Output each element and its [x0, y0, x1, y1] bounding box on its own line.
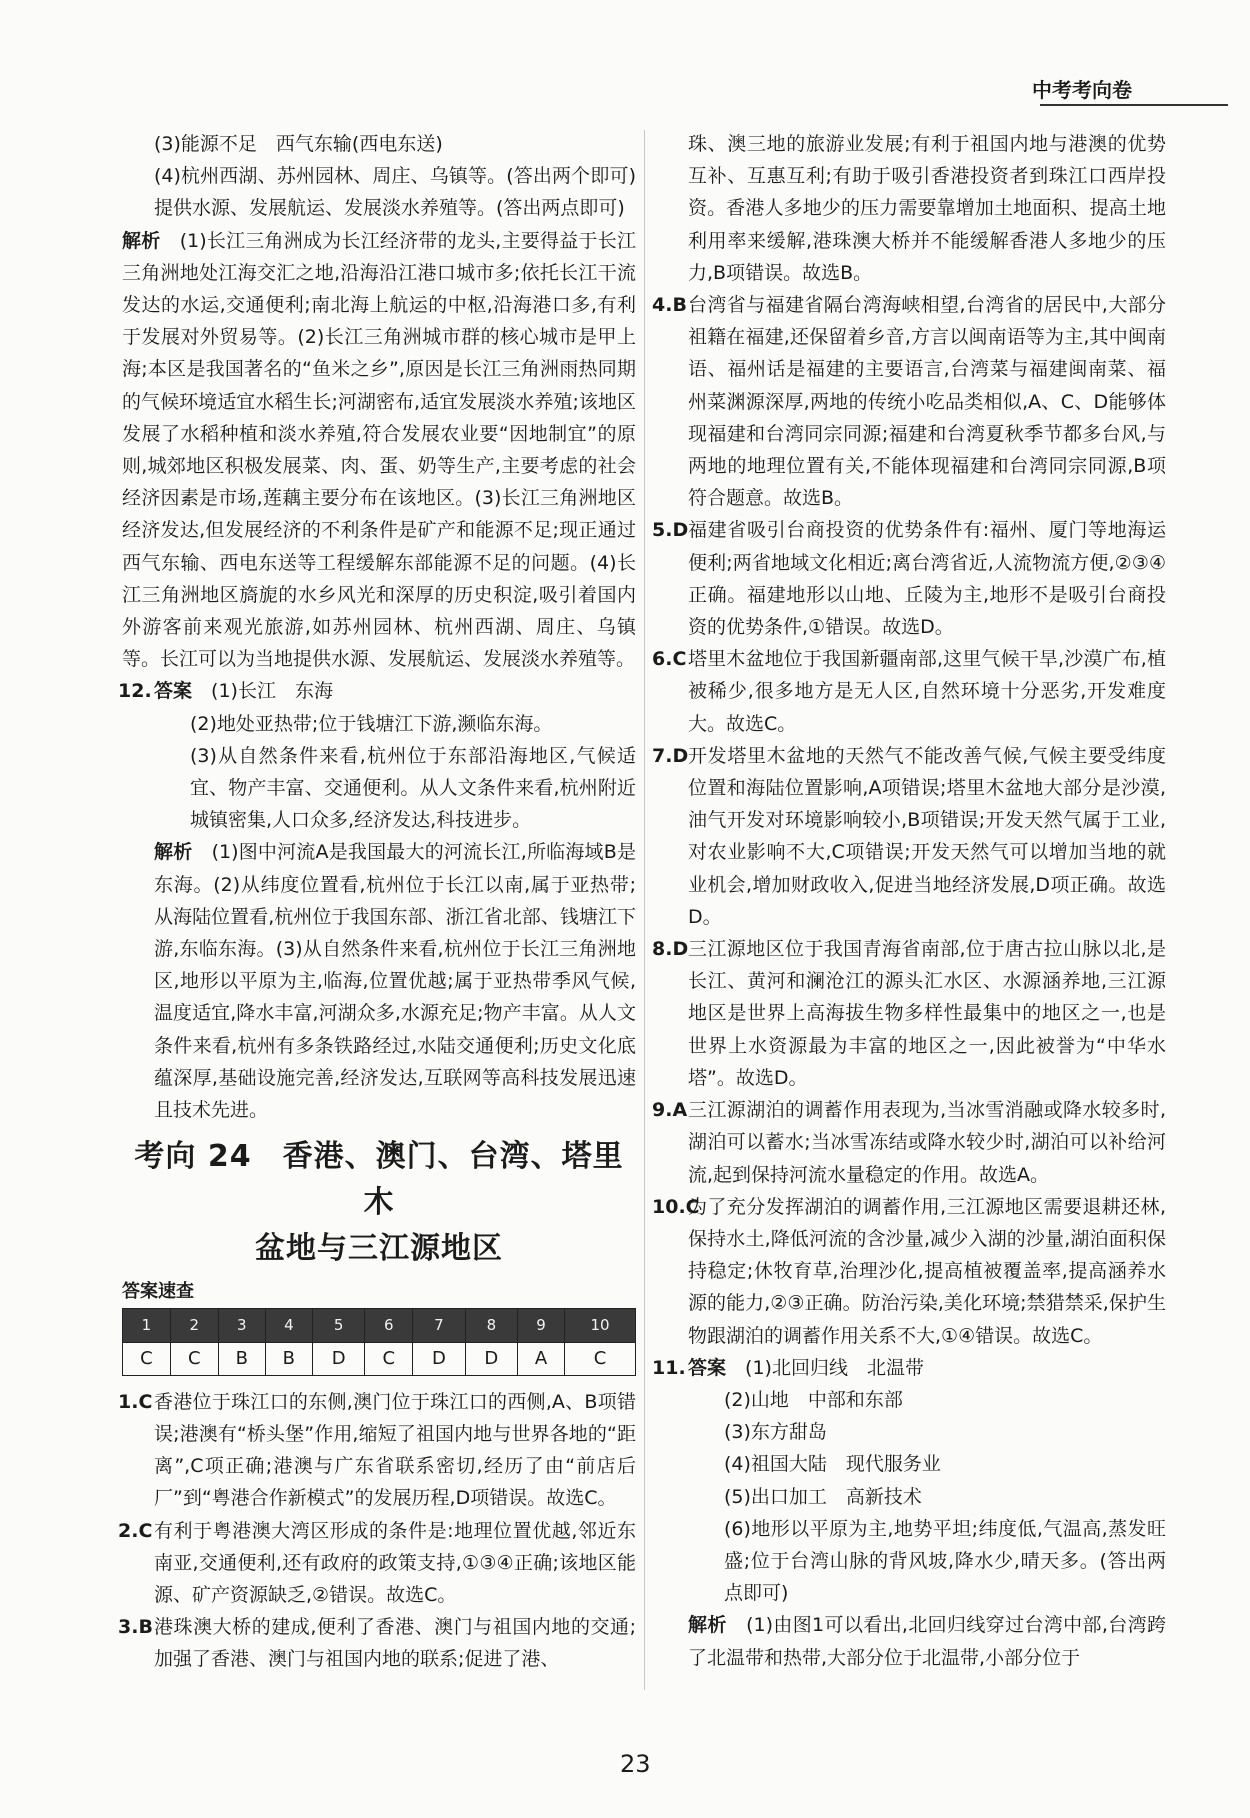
section-title-line-2: 盆地与三江源地区	[255, 1231, 503, 1267]
analysis-label: 解析	[122, 229, 161, 252]
table-cell: C	[565, 1342, 636, 1375]
answer-line: (5)出口加工 高新技术	[724, 1485, 922, 1508]
analysis-label: 解析	[154, 841, 193, 864]
answer-label: 答案	[154, 680, 193, 703]
prev-answer-3: (3)能源不足 西气东输(西电东送)	[154, 133, 443, 155]
page-number: 23	[620, 1750, 651, 1778]
question-number: 6.C	[652, 648, 687, 671]
question-6	[652, 643, 1166, 740]
q12-analysis	[122, 836, 636, 1126]
answer-line: (6)地形以平原为主,地势平坦;纬度低,气温高,蒸发旺盛;位于台湾山脉的背风坡,降水少,晴天多。(答出两点即可)	[724, 1517, 1166, 1605]
table-cell: 10	[565, 1309, 636, 1342]
answer-line: (2)地处亚热带;位于钱塘江下游,濒临东海。	[190, 712, 553, 735]
answer-line: (4)祖国大陆 现代服务业	[724, 1453, 941, 1476]
analysis-label: 解析	[688, 1614, 727, 1637]
table-cell: 3	[218, 1309, 265, 1342]
table-cell: C	[365, 1342, 413, 1375]
table-cell: D	[312, 1342, 364, 1375]
question-number: 5.D	[652, 519, 689, 542]
table-cell: 9	[518, 1309, 565, 1342]
question-text: 三江源湖泊的调蓄作用表现为,当冰雪消融或降水较多时,湖泊可以蓄水;当冰雪冻结或降水较少时,湖泊可以补给河流,起到保持河流水量稳定的作用。故选A。	[688, 1099, 1166, 1186]
table-cell: 7	[413, 1309, 465, 1342]
answer-line: (2)山地 中部和东部	[724, 1388, 903, 1411]
question-number: 1.C	[118, 1390, 153, 1413]
question-number: 11.	[652, 1356, 686, 1379]
right-column	[652, 128, 1166, 1674]
question-7	[652, 740, 1166, 933]
question-text: 为了充分发挥湖泊的调蓄作用,三江源地区需要退耕还林,保持水土,降低河流的含沙量,减少入湖的沙量,湖泊面积保持稳定;休牧育草,治理沙化,提高植被覆盖率,提高涵养水源的能力,②③正确。防治污染,美化环境;禁猎禁采,保护生物跟湖泊的调蓄作用关系不大,①④错误。故选C。	[688, 1195, 1166, 1347]
question-11	[652, 1352, 1166, 1384]
analysis-text: (1)长江三角洲成为长江经济带的龙头,主要得益于长江三角洲地处江海交汇之地,沿海沿江港口城市多;依托长江干流发达的水运,交通便利;南北海上航运的中枢,沿海港口多,有利于发展对外贸易等。(2)长江三角洲城市群的核心城市是甲上海;本区是我国著名的“鱼米之乡”,原因是长江三角洲雨热同期的气候环境适宜水稻生长;河湖密布,适宜发展淡水养殖;该地区发展了水稻种植和淡水养殖,符合发展农业要“因地制宜”的原则,城郊地区积极发展菜、肉、蛋、奶等生产,主要考虑的社会经济因素是市场,莲藕主要分布在该地区。(3)长江三角洲地区经济发达,但发展经济的不利条件是矿产和能源不足;现正通过西气东输、西电东送等工程缓解东部能源不足的问题。(4)长江三角洲地区旖旎的水乡风光和深厚的历史积淀,吸引着国内外游客前来观光旅游,如苏州园林、杭州西湖、周庄、乌镇等。长江可以为当地提供水源、发展航运、发展淡水养殖等。	[122, 229, 636, 671]
answer-line: (3)从自然条件来看,杭州位于东部沿海地区,气候适宜、物产丰富、交通便利。从人文条件来看,杭州附近城镇密集,人口众多,经济发达,科技进步。	[190, 744, 636, 832]
table-cell: D	[465, 1342, 517, 1375]
prev-analysis	[122, 225, 636, 676]
answer-line: (3)东方甜岛	[724, 1421, 827, 1444]
table-cell: C	[170, 1342, 218, 1375]
speed-check-title: 答案速查	[122, 1281, 194, 1303]
question-number: 3.B	[118, 1616, 153, 1639]
analysis-text: (1)由图1可以看出,北回归线穿过台湾中部,台湾跨了北温带和热带,大部分位于北温带,小部分位于	[688, 1614, 1166, 1669]
question-text: 福建省吸引台商投资的优势条件有:福州、厦门等地海运便利;两省地域文化相近;离台湾省近,人流物流方便,②③④正确。福建地形以山地、丘陵为主,地形不是吸引台商投资的优势条件,①错误。故选D。	[688, 519, 1166, 639]
question-text: 有利于粤港澳大湾区形成的条件是:地理位置优越,邻近东南亚,交通便利,还有政府的政策支持,①③④正确;该地区能源、矿产资源缺乏,②错误。故选C。	[154, 1519, 636, 1606]
table-cell: 6	[365, 1309, 413, 1342]
section-title-line-1: 考向 24 香港、澳门、台湾、塔里木	[134, 1139, 624, 1221]
column-divider	[644, 130, 645, 1690]
q11-analysis	[656, 1609, 1166, 1673]
question-9	[652, 1094, 1166, 1191]
table-cell: B	[218, 1342, 265, 1375]
question-3-continued: 珠、澳三地的旅游业发展;有利于祖国内地与港澳的优势互补、互惠互利;有助于吸引香港投资者到珠江口西岸投资。香港人多地少的压力需要靠增加土地面积、提高土地利用率来缓解,港珠澳大桥并不能缓解香港人多地少的压力,B项错误。故选B。	[688, 133, 1166, 284]
table-cell: C	[123, 1342, 171, 1375]
question-4	[652, 289, 1166, 514]
question-number: 12.	[118, 680, 152, 703]
table-cell: A	[518, 1342, 565, 1375]
question-12	[118, 675, 636, 707]
question-number: 4.B	[652, 294, 687, 317]
question-5	[652, 514, 1166, 643]
prev-answer-4: (4)杭州西湖、苏州园林、周庄、乌镇等。(答出两个即可)提供水源、发展航运、发展淡水养殖等。(答出两点即可)	[154, 165, 636, 220]
question-3	[118, 1611, 636, 1675]
table-cell: 5	[312, 1309, 364, 1342]
question-number: 10.C	[652, 1195, 700, 1218]
question-number: 7.D	[652, 744, 689, 767]
table-cell: 2	[170, 1309, 218, 1342]
answer-table-answers	[123, 1342, 636, 1375]
question-10	[652, 1191, 1166, 1352]
question-text: 塔里木盆地位于我国新疆南部,这里气候干旱,沙漠广布,植被稀少,很多地方是无人区,自然环境十分恶劣,开发难度大。故选C。	[688, 648, 1166, 735]
question-2	[118, 1515, 636, 1612]
question-text: 三江源地区位于我国青海省南部,位于唐古拉山脉以北,是长江、黄河和澜沧江的源头汇水区、水源涵养地,三江源地区是世界上高海拔生物多样性最集中的地区之一,也是世界上水资源最为丰富的地区之一,因此被誉为“中华水塔”。故选D。	[688, 938, 1166, 1089]
question-number: 9.A	[652, 1099, 688, 1122]
header-rule	[1040, 104, 1228, 106]
section-title	[122, 1134, 636, 1272]
header-title: 中考考向卷	[1032, 78, 1132, 102]
question-text: 香港位于珠江口的东侧,澳门位于珠江口的西侧,A、B项错误;港澳有“桥头堡”作用,缩短了祖国内地与世界各地的“距离”,C项正确;港澳与广东省联系密切,经历了由“前店后厂”到“粤港合作新模式”的发展历程,D项错误。故选C。	[154, 1390, 636, 1510]
question-text: 开发塔里木盆地的天然气不能改善气候,气候主要受纬度位置和海陆位置影响,A项错误;塔里木盆地大部分是沙漠,油气开发对环境影响较小,B项错误;开发天然气属于工业,对农业影响不大,C项错误;开发天然气可以增加当地的就业机会,增加财政收入,促进当地经济发展,D项正确。故选D。	[688, 744, 1166, 928]
question-text: 台湾省与福建省隔台湾海峡相望,台湾省的居民中,大部分祖籍在福建,还保留着乡音,方言以闽南语等为主,其中闽南语、福州话是福建的主要语言,台湾菜与福建闽南菜、福州菜渊源深厚,两地的传统小吃品类相似,A、C、D能够体现福建和台湾同宗同源;福建和台湾夏秋季节都多台风,与两地的地理位置有关,不能体现福建和台湾同宗同源,B项符合题意。故选B。	[688, 294, 1166, 510]
left-column	[118, 128, 636, 1676]
table-cell: D	[413, 1342, 465, 1375]
table-cell: 4	[265, 1309, 312, 1342]
analysis-text: (1)图中河流A是我国最大的河流长江,所临海域B是东海。(2)从纬度位置看,杭州位于长江以南,属于亚热带;从海陆位置看,杭州位于我国东部、浙江省北部、钱塘江下游,东临东海。(3)从自然条件来看,杭州位于长江三角洲地区,地形以平原为主,临海,位置优越;属于亚热带季风气候,温度适宜,降水丰富,河湖众多,水源充足;物产丰富。从人文条件来看,杭州有多条铁路经过,水陆交通便利;历史文化底蕴深厚,基础设施完善,经济发达,互联网等高科技发展迅速且技术先进。	[154, 841, 636, 1122]
answer-line: (1)长江 东海	[211, 680, 333, 703]
table-cell: 8	[465, 1309, 517, 1342]
question-1	[118, 1386, 636, 1515]
table-cell: B	[265, 1342, 312, 1375]
answer-table	[122, 1308, 636, 1375]
answer-line: (1)北回归线 北温带	[745, 1356, 924, 1379]
question-8	[652, 933, 1166, 1094]
answer-table-numbers	[123, 1309, 636, 1342]
question-number: 2.C	[118, 1519, 153, 1542]
question-number: 8.D	[652, 938, 689, 961]
question-text: 港珠澳大桥的建成,便利了香港、澳门与祖国内地的交通;加强了香港、澳门与祖国内地的联系;促进了港、	[154, 1616, 636, 1671]
answer-label: 答案	[688, 1356, 727, 1379]
table-cell: 1	[123, 1309, 171, 1342]
